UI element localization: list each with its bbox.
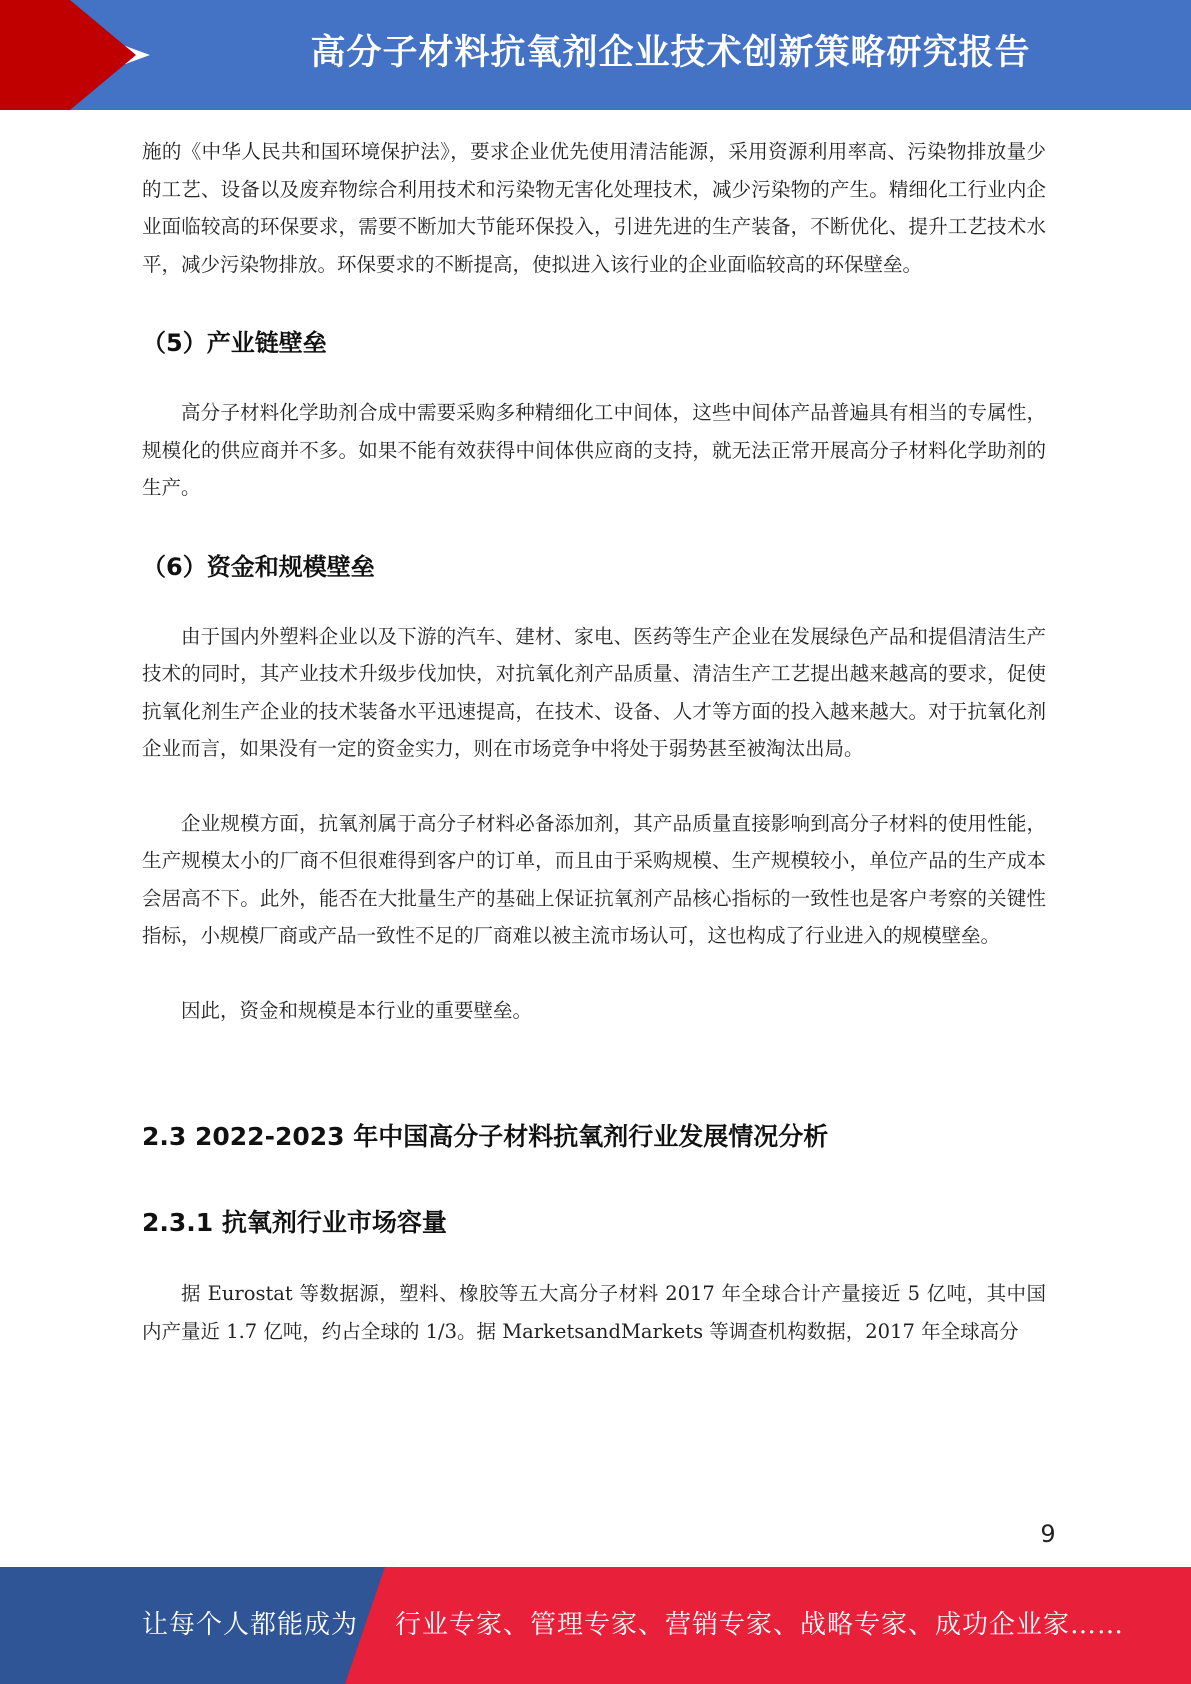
- report-title: 高分子材料抗氧剂企业技术创新策略研究报告: [310, 33, 1031, 73]
- footer-slogan-right: 行业专家、管理专家、营销专家、战略专家、成功企业家……: [395, 1610, 1125, 1640]
- paragraph-market-capacity: 据 Eurostat 等数据源，塑料、橡胶等五大高分子材料 2017 年全球合计产量接近 5 亿吨，其中国内产量近 1.7 亿吨，约占全球的 1/3。据 MarketsandMarkets 等调查机构数据，2017 年全球高分: [142, 1282, 1046, 1343]
- section-heading-2-3: 2.3 2022-2023 年中国高分子材料抗氧剂行业发展情况分析: [142, 1122, 829, 1151]
- paragraph-industry-chain: 高分子材料化学助剂合成中需要采购多种精细化工中间体，这些中间体产品普遍具有相当的专属性，规模化的供应商并不多。如果不能有效获得中间体供应商的支持，就无法正常开展高分子材料化学助剂的生产。: [142, 401, 1046, 499]
- heading-industry-chain-barrier: （5）产业链壁垒: [142, 329, 327, 357]
- paragraph-capital: 由于国内外塑料企业以及下游的汽车、建材、家电、医药等生产企业在发展绿色产品和提倡清洁生产技术的同时，其产业技术升级步伐加快，对抗氧化剂产品质量、清洁生产工艺提出越来越高的要求，促使抗氧化剂生产企业的技术装备水平迅速提高，在技术、设备、人才等方面的投入越来越大。对于抗氧化剂企业而言，如果没有一定的资金实力，则在市场竞争中将处于弱势甚至被淘汰出局。: [142, 624, 1046, 760]
- page-header: [0, 0, 1191, 110]
- page-number: 9: [1040, 1520, 1056, 1548]
- paragraph-scale: 企业规模方面，抗氧剂属于高分子材料必备添加剂，其产品质量直接影响到高分子材料的使用性能，生产规模太小的厂商不但很难得到客户的订单，而且由于采购规模、生产规模较小，单位产品的生产成本会居高不下。此外，能否在大批量生产的基础上保证抗氧剂产品核心指标的一致性也是客户考察的关键性指标，小规模厂商或产品一致性不足的厂商难以被主流市场认可，这也构成了行业进入的规模壁垒。: [142, 811, 1046, 947]
- footer-slogan-left: 让每个人都能成为: [142, 1610, 359, 1640]
- paragraph-environmental-barrier: 施的《中华人民共和国环境保护法》，要求企业优先使用清洁能源，采用资源利用率高、污染物排放量少的工艺、设备以及废弃物综合利用技术和污染物无害化处理技术，减少污染物的产生。精细化工行业内企业面临较高的环保要求，需要不断加大节能环保投入，引进先进的生产装备，不断优化、提升工艺技术水平，减少污染物排放。环保要求的不断提高，使拟进入该行业的企业面临较高的环保壁垒。: [142, 140, 1046, 276]
- paragraph-conclusion: 因此，资金和规模是本行业的重要壁垒。: [181, 998, 533, 1022]
- page-footer: [0, 1567, 1191, 1684]
- section-heading-2-3-1: 2.3.1 抗氧剂行业市场容量: [142, 1208, 447, 1237]
- header-chevron-red-tip: [70, 0, 136, 110]
- header-chevron-red: [0, 0, 70, 110]
- page-content: [142, 133, 1046, 1350]
- heading-capital-scale-barrier: （6）资金和规模壁垒: [142, 552, 375, 581]
